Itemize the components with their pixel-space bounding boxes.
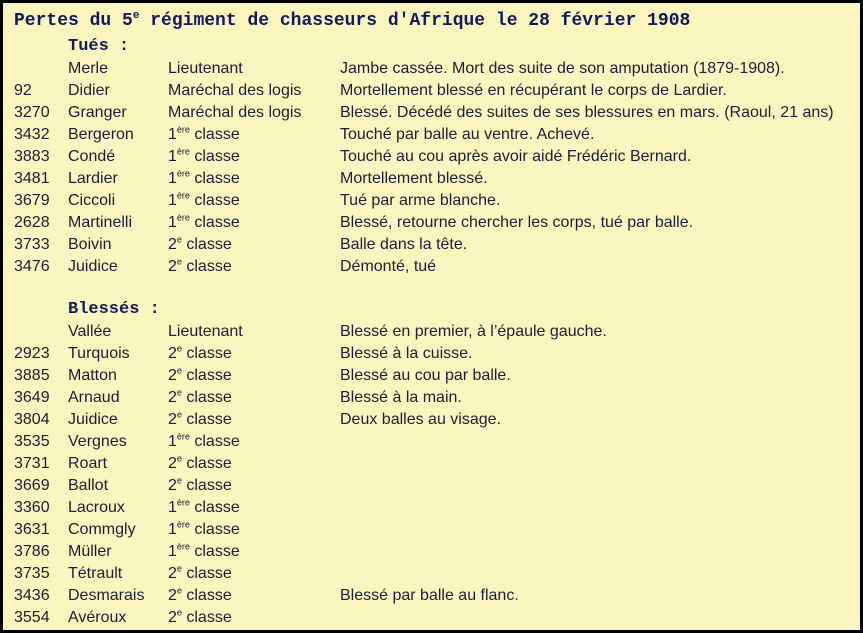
rank-superscript: e: [176, 585, 182, 596]
casualty-description: Touché par balle au ventre. Achevé.: [340, 126, 595, 143]
soldier-rank: [168, 607, 340, 629]
soldier-rank: [168, 234, 340, 256]
casualty-row: [14, 256, 852, 278]
rank-text: 2: [168, 477, 177, 494]
rank-text-rest: classe: [181, 477, 232, 494]
service-number: 3432: [14, 126, 50, 143]
rank-text-rest: classe: [189, 192, 240, 209]
soldier-rank: [168, 321, 340, 343]
soldier-name: Desmarais: [68, 587, 145, 604]
rank-superscript: ère: [176, 190, 190, 201]
section-heading: Tués :: [68, 37, 130, 56]
soldier-name: Ballot: [68, 477, 109, 494]
rank-text: 2: [168, 345, 177, 362]
page-title-post: régiment de chasseurs d'Afrique le 28 février 1908: [139, 11, 691, 31]
rank-text: 1: [168, 543, 177, 560]
casualty-row: [14, 146, 852, 168]
rank-text: 2: [168, 411, 177, 428]
casualty-row: [14, 102, 852, 124]
rank-text-rest: classe: [181, 345, 232, 362]
rank-superscript: e: [176, 365, 182, 376]
casualty-row: [14, 212, 852, 234]
soldier-name: Müller: [68, 543, 112, 560]
soldier-rank: [168, 585, 340, 607]
casualty-row: [14, 124, 852, 146]
service-number: 92: [14, 82, 32, 99]
soldier-rank: [168, 168, 340, 190]
rank-text-rest: classe: [181, 587, 232, 604]
service-number: 3786: [14, 543, 50, 560]
soldier-name: Avéroux: [68, 609, 127, 626]
service-number: 3731: [14, 455, 50, 472]
soldier-name: Juidice: [68, 411, 118, 428]
casualty-description: Mortellement blessé en récupérant le corps de Lardier.: [340, 82, 727, 99]
casualty-row: [14, 497, 852, 519]
section-heading: Blessés :: [68, 300, 160, 319]
soldier-rank: [168, 212, 340, 234]
rank-superscript: e: [176, 607, 182, 618]
soldier-rank: [168, 102, 340, 124]
soldier-name: Condé: [68, 148, 116, 165]
casualty-description: Blessé à la cuisse.: [340, 345, 473, 362]
rank-text-rest: classe: [181, 455, 232, 472]
service-number: 3669: [14, 477, 50, 494]
rank-superscript: e: [176, 475, 182, 486]
rank-text-rest: classe: [181, 367, 232, 384]
soldier-rank: [168, 519, 340, 541]
soldier-name: Juidice: [68, 258, 118, 275]
rank-superscript: ère: [176, 541, 190, 552]
rank-superscript: e: [176, 234, 182, 245]
rank-superscript: ère: [176, 431, 190, 442]
service-number: 3476: [14, 258, 50, 275]
casualty-row: [14, 585, 852, 607]
casualty-row: [14, 58, 852, 80]
casualty-row: [14, 607, 852, 629]
rank-text: 1: [168, 433, 177, 450]
casualty-section: [14, 36, 852, 278]
rows: [14, 321, 852, 629]
rank-text-rest: classe: [189, 433, 240, 450]
soldier-rank: [168, 475, 340, 497]
casualty-section: [14, 299, 852, 629]
casualty-description: Blessé, retourne chercher les corps, tué par balle.: [340, 214, 694, 231]
soldier-rank: [168, 431, 340, 453]
service-number: 2628: [14, 214, 50, 231]
casualty-description: Tué par arme blanche.: [340, 192, 501, 209]
rank-superscript: ère: [176, 146, 190, 157]
rank-text-rest: classe: [181, 565, 232, 582]
rank-text: 1: [168, 192, 177, 209]
casualty-description: Blessé par balle au flanc.: [340, 587, 519, 604]
soldier-rank: [168, 58, 340, 80]
soldier-name: Granger: [68, 104, 127, 121]
casualty-description: Jambe cassée. Mort des suite de son amputation (1879-1908).: [340, 60, 785, 77]
casualty-row: [14, 541, 852, 563]
casualty-row: [14, 431, 852, 453]
rank-text-rest: classe: [189, 521, 240, 538]
soldier-name: Turquois: [68, 345, 130, 362]
rank-text-rest: classe: [189, 126, 240, 143]
soldier-rank: [168, 124, 340, 146]
rank-superscript: e: [176, 409, 182, 420]
casualty-description: Deux balles au visage.: [340, 411, 501, 428]
casualty-description: Balle dans la tête.: [340, 236, 468, 253]
rank-text: 1: [168, 126, 177, 143]
service-number: 3735: [14, 565, 50, 582]
rank-superscript: e: [176, 343, 182, 354]
soldier-name: Didier: [68, 82, 110, 99]
rank-text-rest: classe: [181, 609, 232, 626]
rank-text: Lieutenant: [168, 60, 243, 77]
rank-text: 2: [168, 455, 177, 472]
casualty-description: Blessé à la main.: [340, 389, 462, 406]
casualty-row: [14, 321, 852, 343]
rank-text: 1: [168, 499, 177, 516]
soldier-rank: [168, 541, 340, 563]
rank-text: 2: [168, 587, 177, 604]
rank-text: 1: [168, 214, 177, 231]
rank-superscript: ère: [176, 497, 190, 508]
rank-text: 1: [168, 521, 177, 538]
service-number: 3679: [14, 192, 50, 209]
casualty-row: [14, 168, 852, 190]
soldier-rank: [168, 80, 340, 102]
casualty-row: [14, 234, 852, 256]
rank-superscript: e: [176, 453, 182, 464]
soldier-name: Martinelli: [68, 214, 133, 231]
rank-text-rest: classe: [181, 389, 232, 406]
rank-superscript: e: [176, 387, 182, 398]
rank-text: 2: [168, 389, 177, 406]
soldier-rank: [168, 365, 340, 387]
casualty-description: Touché au cou après avoir aidé Frédéric Bernard.: [340, 148, 692, 165]
soldier-name: Lacroux: [68, 499, 125, 516]
rank-superscript: e: [176, 256, 182, 267]
casualty-row: [14, 409, 852, 431]
soldier-rank: [168, 387, 340, 409]
rank-text-rest: classe: [189, 214, 240, 231]
sections: [14, 36, 852, 629]
rank-text: Maréchal des logis: [168, 82, 302, 99]
rank-text-rest: classe: [189, 148, 240, 165]
rank-text: 2: [168, 236, 177, 253]
soldier-rank: [168, 343, 340, 365]
rank-text-rest: classe: [189, 543, 240, 560]
casualty-description: Blessé. Décédé des suites de ses blessures en mars. (Raoul, 21 ans): [340, 104, 834, 121]
service-number: 3481: [14, 170, 50, 187]
rank-text: Maréchal des logis: [168, 104, 302, 121]
rank-text: 2: [168, 609, 177, 626]
page-title-pre: Pertes du 5: [14, 11, 133, 31]
rank-text: 1: [168, 148, 177, 165]
rank-text: 2: [168, 258, 177, 275]
service-number: 3804: [14, 411, 50, 428]
rank-text-rest: classe: [189, 170, 240, 187]
soldier-name: Boivin: [68, 236, 112, 253]
page-title: [14, 8, 852, 34]
casualty-row: [14, 563, 852, 585]
soldier-rank: [168, 497, 340, 519]
rank-superscript: e: [176, 563, 182, 574]
soldier-name: Vallée: [68, 323, 112, 340]
service-number: 3360: [14, 499, 50, 516]
soldier-name: Matton: [68, 367, 117, 384]
soldier-name: Lardier: [68, 170, 118, 187]
page-title-superscript: e: [132, 10, 140, 22]
casualty-row: [14, 519, 852, 541]
rank-superscript: ère: [176, 168, 190, 179]
rank-text-rest: classe: [181, 258, 232, 275]
service-number: 3649: [14, 389, 50, 406]
casualty-row: [14, 80, 852, 102]
service-number: 3631: [14, 521, 50, 538]
soldier-name: Roart: [68, 455, 108, 472]
rank-text: Lieutenant: [168, 323, 243, 340]
rows: [14, 58, 852, 278]
rank-superscript: ère: [176, 519, 190, 530]
rank-text-rest: classe: [189, 499, 240, 516]
rank-superscript: ère: [176, 124, 190, 135]
rank-text-rest: classe: [181, 236, 232, 253]
casualty-description: Blessé en premier, à l’épaule gauche.: [340, 323, 607, 340]
casualty-row: [14, 453, 852, 475]
soldier-rank: [168, 409, 340, 431]
rank-text: 2: [168, 367, 177, 384]
casualty-row: [14, 475, 852, 497]
service-number: 3885: [14, 367, 50, 384]
service-number: 3436: [14, 587, 50, 604]
service-number: 3270: [14, 104, 50, 121]
soldier-name: Commgly: [68, 521, 136, 538]
soldier-name: Ciccoli: [68, 192, 116, 209]
soldier-rank: [168, 453, 340, 475]
casualty-row: [14, 365, 852, 387]
soldier-name: Bergeron: [68, 126, 134, 143]
rank-text: 1: [168, 170, 177, 187]
soldier-name: Tétrault: [68, 565, 123, 582]
casualty-row: [14, 190, 852, 212]
service-number: 3883: [14, 148, 50, 165]
service-number: 3554: [14, 609, 50, 626]
soldier-name: Merle: [68, 60, 109, 77]
soldier-rank: [168, 256, 340, 278]
soldier-rank: [168, 146, 340, 168]
casualty-description: Démonté, tué: [340, 258, 437, 275]
casualty-description: Mortellement blessé.: [340, 170, 488, 187]
casualty-row: [14, 387, 852, 409]
rank-superscript: ère: [176, 212, 190, 223]
casualty-row: [14, 343, 852, 365]
rank-text-rest: classe: [181, 411, 232, 428]
service-number: 2923: [14, 345, 50, 362]
soldier-rank: [168, 563, 340, 585]
soldier-name: Arnaud: [68, 389, 120, 406]
rank-text: 2: [168, 565, 177, 582]
service-number: 3733: [14, 236, 50, 253]
soldier-rank: [168, 190, 340, 212]
casualty-description: Blessé au cou par balle.: [340, 367, 511, 384]
service-number: 3535: [14, 433, 50, 450]
soldier-name: Vergnes: [68, 433, 127, 450]
